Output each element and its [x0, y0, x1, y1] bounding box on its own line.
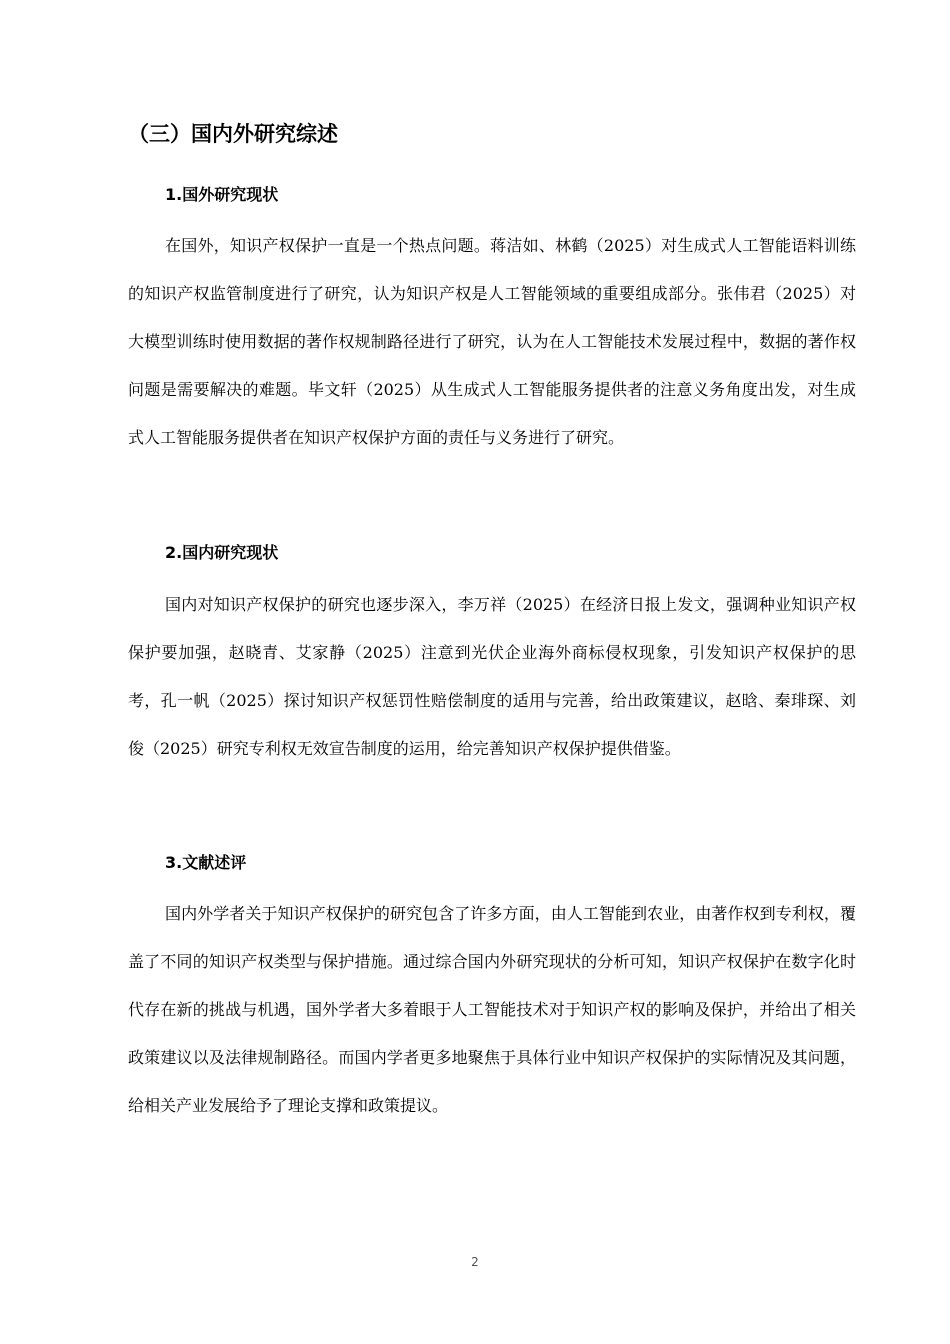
subsection-heading-literature-review: 3.文献述评	[165, 853, 247, 872]
section-title: （三）国内外研究综述	[128, 122, 338, 146]
paragraph-literature-review: 国内外学者关于知识产权保护的研究包含了许多方面，由人工智能到农业，由著作权到专利权，覆盖了不同的知识产权类型与保护措施。通过综合国内外研究现状的分析可知，知识产权保护在数字化时代存在新的挑战与机遇，国外学者大多着眼于人工智能技术对于知识产权的影响及保护，并给出了相关政策建议以及法律规制路径。而国内学者更多地聚焦于具体行业中知识产权保护的实际情况及其问题，给相关产业发展给予了理论支撑和政策提议。	[128, 904, 856, 1115]
subsection-heading-domestic-research: 2.国内研究现状	[165, 543, 279, 562]
paragraph-foreign-research: 在国外，知识产权保护一直是一个热点问题。蒋洁如、林鹤（2025）对生成式人工智能语料训练的知识产权监管制度进行了研究，认为知识产权是人工智能领域的重要组成部分。张伟君（2025）对大模型训练时使用数据的著作权规制路径进行了研究，认为在人工智能技术发展过程中，数据的著作权问题是需要解决的难题。毕文轩（2025）从生成式人工智能服务提供者的注意义务角度出发，对生成式人工智能服务提供者在知识产权保护方面的责任与义务进行了研究。	[128, 236, 856, 447]
paragraph-domestic-research: 国内对知识产权保护的研究也逐步深入，李万祥（2025）在经济日报上发文，强调种业知识产权保护要加强，赵晓青、艾家静（2025）注意到光伏企业海外商标侵权现象，引发知识产权保护的思考，孔一帆（2025）探讨知识产权惩罚性赔偿制度的适用与完善，给出政策建议，赵晗、秦琲琛、刘俊（2025）研究专利权无效宣告制度的运用，给完善知识产权保护提供借鉴。	[128, 595, 856, 758]
page-number: 2	[471, 1255, 479, 1269]
subsection-heading-foreign-research: 1.国外研究现状	[165, 185, 279, 204]
